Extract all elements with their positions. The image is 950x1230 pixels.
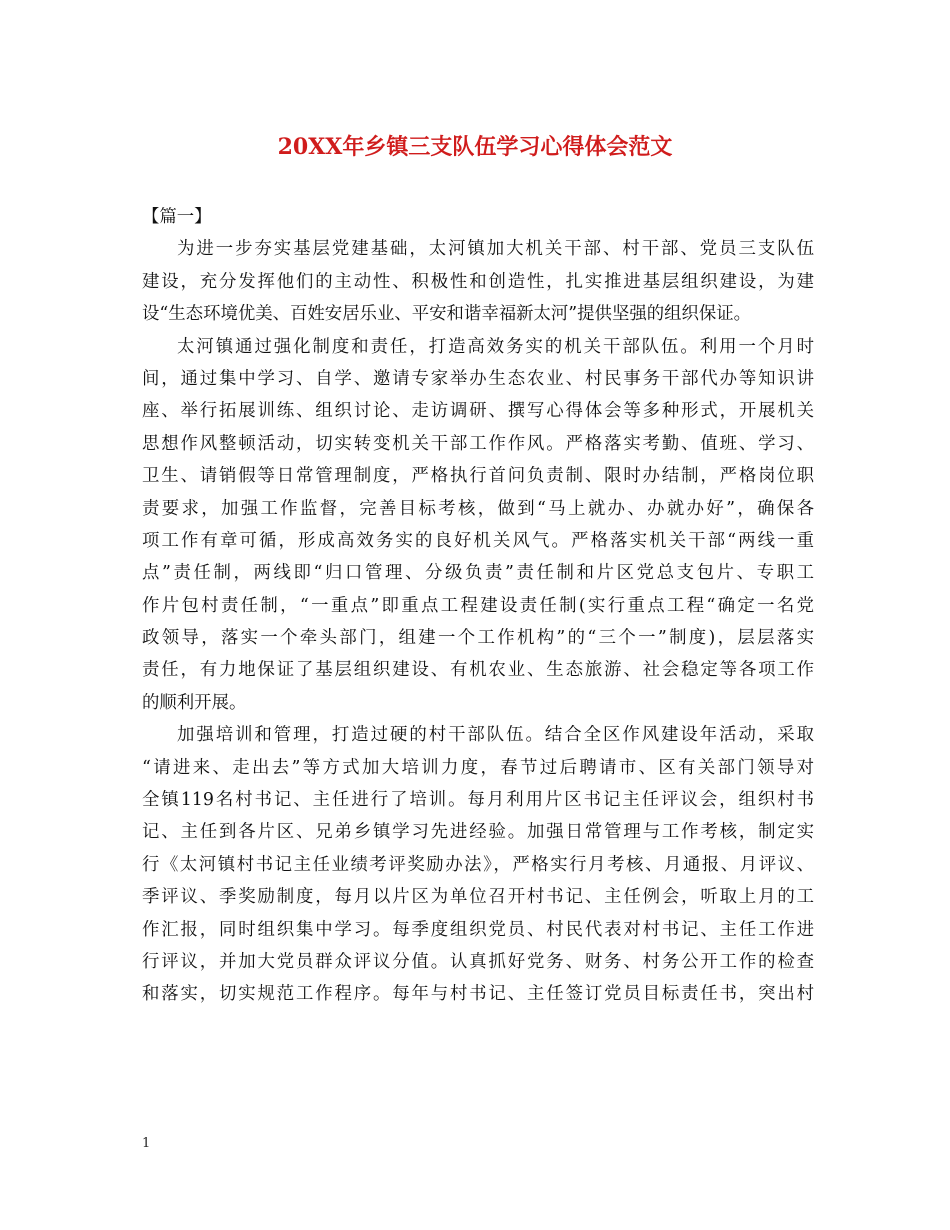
paragraph-line: 责要求，加强工作监督，完善目标考核，做到“马上就办、办就办好”，确保各	[142, 498, 814, 519]
paragraph-line: 作片包村责任制，“一重点”即重点工程建设责任制(实行重点工程“确定一名党	[142, 595, 814, 616]
paragraph-line: 为进一步夯实基层党建基础，太河镇加大机关干部、村干部、党员三支队伍	[177, 239, 814, 260]
paragraph-line: 责任，有力地保证了基层组织建设、有机农业、生态旅游、社会稳定等各项工作	[142, 660, 814, 681]
paragraph-line: 建设，充分发挥他们的主动性、积极性和创造性，扎实推进基层组织建设，为建	[142, 271, 814, 292]
paragraph-line: 和落实，切实规范工作程序。每年与村书记、主任签订党员目标责任书，突出村	[142, 984, 814, 1005]
paragraph-3	[142, 719, 814, 1011]
paragraph-2	[142, 331, 814, 720]
paragraph-line: 间，通过集中学习、自学、邀请专家举办生态农业、村民事务干部代办等知识讲	[142, 368, 814, 389]
document-body	[142, 201, 814, 1011]
paragraph-line: 设“生态环境优美、百姓安居乐业、平安和谐幸福新太河”提供坚强的组织保证。	[142, 304, 752, 325]
paragraph-line: 项工作有章可循，形成高效务实的良好机关风气。严格落实机关干部“两线一重	[142, 530, 814, 551]
paragraph-line: 点”责任制，两线即“归口管理、分级负责”责任制和片区党总支包片、专职工	[142, 563, 814, 584]
paragraph-line: 思想作风整顿活动，切实转变机关干部工作作风。严格落实考勤、值班、学习、	[142, 433, 814, 454]
paragraph-line: 作汇报，同时组织集中学习。每季度组织党员、村民代表对村书记、主任工作进	[142, 919, 814, 940]
paragraph-line: 行《太河镇村书记主任业绩考评奖励办法》，严格实行月考核、月通报、月评议、	[142, 854, 814, 875]
paragraph-line: 行评议，并加大党员群众评议分值。认真抓好党务、财务、村务公开工作的检查	[142, 951, 814, 972]
paragraph-line: 太河镇通过强化制度和责任，打造高效务实的机关干部队伍。利用一个月时	[177, 336, 814, 357]
paragraph-line: 全镇119名村书记、主任进行了培训。每月利用片区书记主任评议会，组织村书	[142, 790, 814, 811]
document-title: 20XX年乡镇三支队伍学习心得体会范文	[277, 134, 673, 160]
paragraph-line: 加强培训和管理，打造过硬的村干部队伍。结合全区作风建设年活动，采取	[177, 725, 814, 746]
paragraph-line: 座、举行拓展训练、组织讨论、走访调研、撰写心得体会等多种形式，开展机关	[142, 401, 814, 422]
paragraph-line: 的顺利开展。	[142, 692, 247, 713]
paragraph-line: “请进来、走出去”等方式加大培训力度，春节过后聘请市、区有关部门领导对	[142, 757, 814, 778]
paragraph-1	[142, 233, 814, 330]
page-number: 1	[142, 1136, 151, 1151]
paragraph-line: 政领导，落实一个牵头部门，组建一个工作机构”的“三个一”制度)，层层落实	[142, 628, 814, 649]
paragraph-line: 记、主任到各片区、兄弟乡镇学习先进经验。加强日常管理与工作考核，制定实	[142, 822, 814, 843]
section-label: 【篇一】	[142, 207, 212, 227]
paragraph-line: 卫生、请销假等日常管理制度，严格执行首问负责制、限时办结制，严格岗位职	[142, 466, 814, 487]
paragraph-line: 季评议、季奖励制度，每月以片区为单位召开村书记、主任例会，听取上月的工	[142, 887, 814, 908]
